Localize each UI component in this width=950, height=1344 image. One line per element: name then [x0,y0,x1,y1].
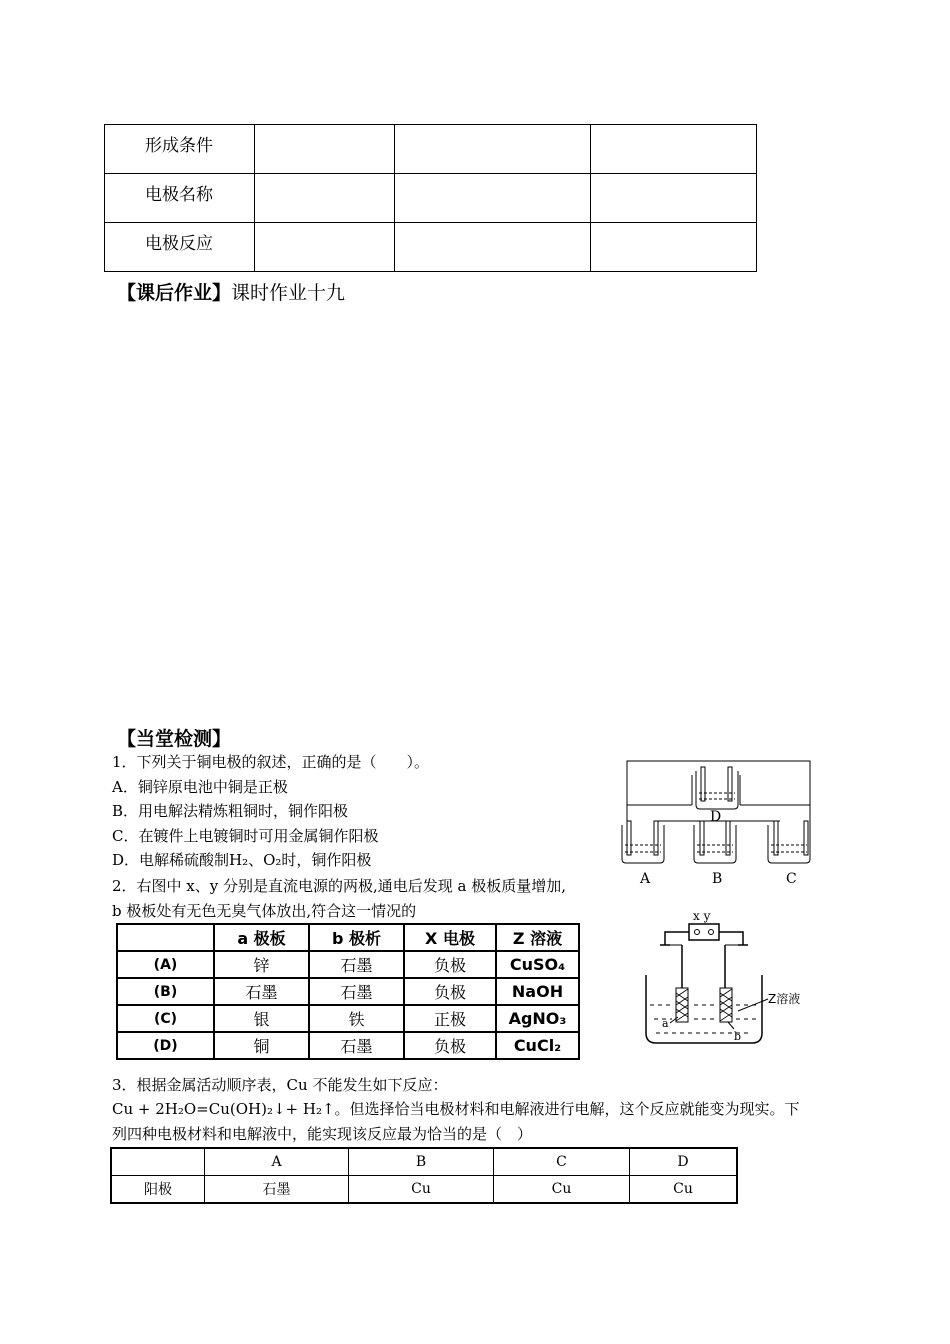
row-label: (D) [117,1032,214,1059]
cell: 石墨 [214,978,309,1005]
q1-option-c: C．在镀件上电镀铜时可用金属铜作阳极 [112,827,379,845]
cell: 负极 [404,951,496,978]
row-label: (B) [117,978,214,1005]
figure2-label-a: a [662,1017,669,1030]
row-label: (A) [117,951,214,978]
cell: 石墨 [309,1032,404,1059]
cell: 石墨 [205,1176,349,1204]
q2-stem-line2: b 极板处有无色无臭气体放出,符合这一情况的 [112,902,417,920]
table-row [117,1005,579,1032]
formation-table [104,124,757,272]
q1-option-b: B．用电解法精炼粗铜时，铜作阳极 [112,802,349,820]
row-label: 形成条件 [105,125,255,174]
q2-stem-line1: 2．右图中 x、y 分别是直流电源的两极,通电后发现 a 极板质量增加, [112,877,567,895]
figure2-label-xy: x y [693,909,711,923]
table-row [117,978,579,1005]
header-cell: X 电极 [404,924,496,951]
terminal-x-icon [695,930,700,935]
cell: 银 [214,1005,309,1032]
header-cell: a 极板 [214,924,309,951]
table-row [111,1176,737,1204]
cell: Cu [349,1176,494,1204]
q3-stem-line2: Cu + 2H₂O=Cu(OH)₂↓+ H₂↑。但选择恰当电极材料和电解液进行电解，这个反应就能变为现实。下 [112,1100,800,1118]
electrolysis-z-solution-figure [640,905,820,1045]
q3-stem-line1: 3．根据金属活动顺序表，Cu 不能发生如下反应： [112,1076,448,1094]
row-label: 阳极 [111,1176,205,1204]
header-cell: C [494,1148,630,1176]
cell: 锌 [214,951,309,978]
header-cell: Z 溶液 [496,924,579,951]
q2-options-table [116,923,580,1060]
cell: NaOH [496,978,579,1005]
check-heading [117,724,231,751]
figure2-label-z: Z溶液 [768,992,801,1006]
figure1-label-b: B [712,871,723,887]
homework-text: 课时作业十九 [231,282,346,304]
header-cell: b 极析 [309,924,404,951]
cell: 铁 [309,1005,404,1032]
q1-option-a: A．铜锌原电池中铜是正极 [112,778,288,796]
figure1-label-c: C [786,871,797,887]
homework-bracket-title: 【课后作业】 [117,282,232,304]
q1-option-d: D．电解稀硫酸制H₂、O₂时，铜作阳极 [112,851,372,869]
row-label: (C) [117,1005,214,1032]
table-row [117,951,579,978]
header-cell: A [205,1148,349,1176]
cell: CuSO₄ [496,951,579,978]
header-cell [111,1148,205,1176]
cell: 石墨 [309,951,404,978]
header-cell [117,924,214,951]
table-header-row [111,1148,737,1176]
table-row [105,125,757,174]
header-cell: D [630,1148,738,1176]
cell: Cu [630,1176,738,1204]
terminal-y-icon [709,930,714,935]
figure1-label-d: D [710,809,722,825]
cell: CuCl₂ [496,1032,579,1059]
row-label: 电极名称 [105,174,255,223]
q1-stem: 1．下列关于铜电极的叙述，正确的是（ ）。 [112,753,430,771]
q3-stem-line3: 列四种电极材料和电解液中，能实现该反应最为恰当的是（ ） [112,1125,533,1143]
cell: 正极 [404,1005,496,1032]
check-title: 【当堂检测】 [117,728,232,750]
figure1-label-a: A [640,871,651,887]
cell: 石墨 [309,978,404,1005]
cell: AgNO₃ [496,1005,579,1032]
table-row [105,223,757,272]
cell: 铜 [214,1032,309,1059]
header-cell: B [349,1148,494,1176]
table-row [117,1032,579,1059]
figure2-label-b: b [734,1030,742,1043]
table-header-row [117,924,579,951]
row-label: 电极反应 [105,223,255,272]
table-row [105,174,757,223]
electrolysis-cells-figure [600,755,820,890]
cell: 负极 [404,1032,496,1059]
q3-options-table [110,1147,738,1204]
cell: 负极 [404,978,496,1005]
homework-heading [117,278,345,305]
cell: Cu [494,1176,630,1204]
